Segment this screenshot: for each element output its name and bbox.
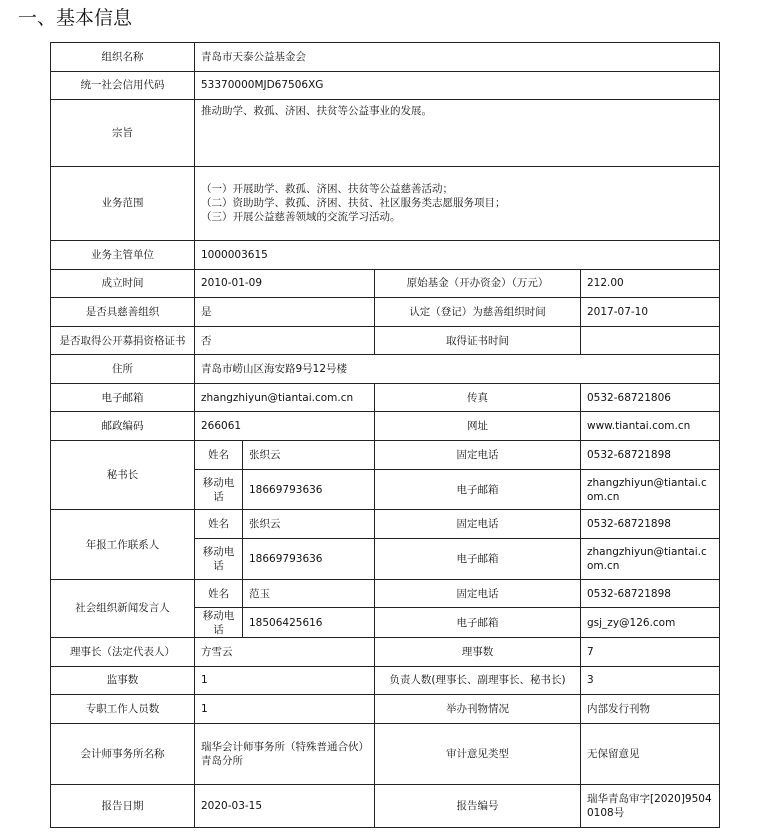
spokesperson-mobile: 18506425616 [243,608,375,638]
report-no-label: 报告编号 [375,785,581,828]
accounting-firm-label: 会计师事务所名称 [51,723,195,784]
director-count-value: 7 [581,638,720,667]
leader-count-value: 3 [581,666,720,695]
table-row [51,510,720,539]
section-heading: 一、基本信息 [18,7,133,29]
business-scope-label: 业务范围 [51,166,195,241]
table-row [51,71,720,100]
supervisor-count-value: 1 [195,666,375,695]
staff-count-label: 专职工作人员数 [51,695,195,724]
audit-opinion-value: 无保留意见 [581,723,720,784]
table-row [51,412,720,441]
table-row [51,638,720,667]
established-value: 2010-01-09 [195,269,375,298]
secretary-general-label: 秘书长 [51,441,195,510]
is-charity-label: 是否具慈善组织 [51,298,195,327]
table-row [51,695,720,724]
org-name-value: 青岛市天泰公益基金会 [195,43,720,72]
org-name-label: 组织名称 [51,43,195,72]
annual-contact-email: zhangzhiyun@tiantai.com.cn [581,539,720,580]
table-row [51,441,720,470]
name-label: 姓名 [195,579,243,608]
table-row [51,166,720,241]
audit-opinion-label: 审计意见类型 [375,723,581,784]
purpose-value: 推动助学、救孤、济困、扶贫等公益事业的发展。 [195,100,720,166]
table-row [51,579,720,608]
basic-info-table [50,42,720,828]
spokesperson-email: gsj_zy@126.com [581,608,720,638]
table-row [51,298,720,327]
table-row [51,326,720,355]
secretary-general-name: 张织云 [243,441,375,470]
annual-contact-mobile: 18669793636 [243,539,375,580]
spokesperson-phone: 0532-68721898 [581,579,720,608]
phone-label: 固定电话 [375,510,581,539]
report-date-label: 报告日期 [51,785,195,828]
chairman-value: 方雪云 [195,638,375,667]
charity-date-label: 认定（登记）为慈善组织时间 [375,298,581,327]
public-fundraising-value: 否 [195,326,375,355]
table-row [51,355,720,384]
postcode-label: 邮政编码 [51,412,195,441]
staff-count-value: 1 [195,695,375,724]
accounting-firm-value: 瑞华会计师事务所（特殊普通合伙）青岛分所 [195,723,375,784]
supervisor-value: 1000003615 [195,241,720,270]
publication-label: 举办刊物情况 [375,695,581,724]
spokesperson-label: 社会组织新闻发言人 [51,579,195,637]
report-no-value: 瑞华青岛审字[2020]95040108号 [581,785,720,828]
leader-count-label: 负责人数(理事长、副理事长、秘书长) [375,666,581,695]
website-value: www.tiantai.com.cn [581,412,720,441]
email-value: zhangzhiyun@tiantai.com.cn [195,383,375,412]
publication-value: 内部发行刊物 [581,695,720,724]
email-label: 电子邮箱 [375,539,581,580]
business-scope-line: （三）开展公益慈善领域的交流学习活动。 [201,211,401,224]
original-fund-label: 原始基金（开办资金）（万元） [375,269,581,298]
table-row [51,43,720,72]
table-row [51,100,720,166]
phone-label: 固定电话 [375,441,581,470]
cert-date-label: 取得证书时间 [375,326,581,355]
email-label: 电子邮箱 [375,608,581,638]
annual-contact-name: 张织云 [243,510,375,539]
table-row [51,723,720,784]
chairman-label: 理事长（法定代表人） [51,638,195,667]
name-label: 姓名 [195,510,243,539]
table-row [51,666,720,695]
is-charity-value: 是 [195,298,375,327]
annual-contact-label: 年报工作联系人 [51,510,195,579]
table-row [51,269,720,298]
postcode-value: 266061 [195,412,375,441]
email-label: 电子邮箱 [51,383,195,412]
supervisor-count-label: 监事数 [51,666,195,695]
business-scope-line: （二）资助助学、救孤、济困、扶贫、社区服务类志愿服务项目； [201,197,506,210]
fax-label: 传真 [375,383,581,412]
address-value: 青岛市崂山区海安路9号12号楼 [195,355,720,384]
supervisor-label: 业务主管单位 [51,241,195,270]
table-row [51,383,720,412]
fax-value: 0532-68721806 [581,383,720,412]
cert-date-value [581,326,720,355]
mobile-label: 移动电话 [195,608,243,638]
table-row [51,785,720,828]
business-scope-line: （一）开展助学、救孤、济困、扶贫等公益慈善活动； [201,183,453,196]
director-count-label: 理事数 [375,638,581,667]
mobile-label: 移动电话 [195,469,243,510]
original-fund-value: 212.00 [581,269,720,298]
secretary-general-mobile: 18669793636 [243,469,375,510]
annual-contact-phone: 0532-68721898 [581,510,720,539]
table-row [51,241,720,270]
credit-code-label: 统一社会信用代码 [51,71,195,100]
business-scope-value [195,166,720,241]
secretary-general-email: zhangzhiyun@tiantai.com.cn [581,469,720,510]
report-date-value: 2020-03-15 [195,785,375,828]
charity-date-value: 2017-07-10 [581,298,720,327]
credit-code-value: 53370000MJD67506XG [195,71,720,100]
established-label: 成立时间 [51,269,195,298]
mobile-label: 移动电话 [195,539,243,580]
spokesperson-name: 范玉 [243,579,375,608]
phone-label: 固定电话 [375,579,581,608]
website-label: 网址 [375,412,581,441]
public-fundraising-label: 是否取得公开募捐资格证书 [51,326,195,355]
secretary-general-phone: 0532-68721898 [581,441,720,470]
name-label: 姓名 [195,441,243,470]
email-label: 电子邮箱 [375,469,581,510]
purpose-label: 宗旨 [51,100,195,166]
address-label: 住所 [51,355,195,384]
